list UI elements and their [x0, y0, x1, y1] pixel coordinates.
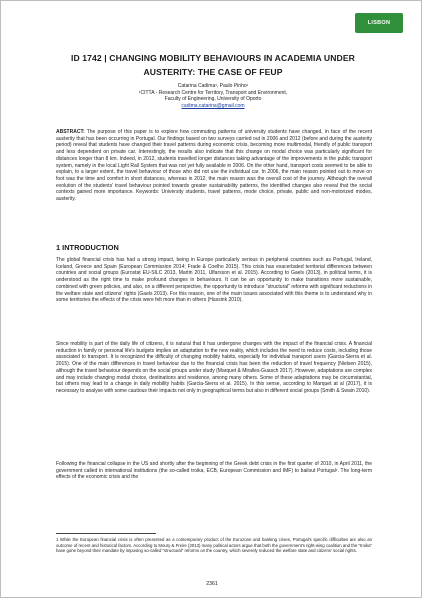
intro-paragraph-2: Since mobility is part of the daily life of citizens, it is natural that it has undergone changes with the impact of the financial crisis. A financial reduction in family or personal life's budgets implies an adaptation to the new reality, which includes the need to reduce costs, including those associated to transport. It is recognized the difficulty of changing mobility habits, especially for individual transport users (Garcia-Sierra et al. 2015). One of the main differences in travel behaviour due to the financial crisis has been the reduction of travel frequency (Nielsen 2015), although the travel behaviour depends on the social groups under study (Marquet & Miralles-Guasch 2017). However, adaptations are complex and may include changing modal choice, destinations and residence, among many others. Some of these adaptations may be circumstantial, but others may lead to a change in daily mobility habits (Garcia-Sierra et al. 2015). In this sense, according to Marquet at al (2017), it is necessary to analyse with some cautious their impacts not only in geographical terms but also in different social groups (Smith & Swain 2010). [56, 341, 373, 394]
author-names: Catarina Cadima¹, Paulo Pinho¹ [177, 83, 249, 89]
abstract-body: The purpose of this paper is to explore how commuting patterns of university students have changed, in face of the recent austerity that has been occurring in Portugal. Our findings based on two surveys carried out in 2006 and 2012 (before and during the austerity period) reveal that students have changed their travel patterns during economic crisis, becoming more multimodal, friendly of public transport and less dependent on private car. Interestingly, the results also indicate that this change on modal choice was particularly significant for distances longer than 8 km. Indeed, in 2012, students travelled longer distances taking advantage of the improvements in the public transport system, namely in the local Light Rail System that was not yet fully available in 2006. On the other hand, transport costs seemed to be able to explain, to a larger extent, the travel behaviour of those who did not use the individual car. In 2006, the main reason pointed out to move on foot was the time and comfort in short distances, whereas in 2012, the main reason was the overall cost of the journey. Although the overall evolution of the students' travel behaviour pointed towards greater sustainability patterns, the identified changes also reveal that the social contexts gained more importance. Keywords: University students, travel patterns, mode choice, private, public and non-motorized modes, austerity. [56, 129, 372, 203]
title-line-2: AUSTERITY: THE CASE OF FEUP [143, 67, 283, 77]
footnote-divider [56, 533, 156, 534]
author-email-link[interactable]: cadima.catarina@gmail.com [181, 102, 245, 109]
title-line-1: ID 1742 | CHANGING MOBILITY BEHAVIOURS IN ACADEMIA UNDER [71, 53, 355, 63]
paper-title [61, 51, 365, 79]
footnote: 1 While the European financial crisis is often presented as a contemporary product of the Eurozone and banking crises, Portugal's specific difficulties are also an outcome of recent and historical factors. According to Moury & Freire (2013) many political actors argue that both the government's right-wing coalition and the "troika" have gone beyond their mandate by imposing so-called "structural" reforms on the country, which severely reduced the welfare state and citizens' social rights. [56, 537, 372, 554]
abstract [56, 129, 372, 203]
logo-text: LISBON [367, 20, 391, 26]
abstract-label: ABSTRACT: [56, 129, 85, 135]
intro-paragraph-1: The global financial crisis has had a strong impact, being in Europe particularly serious in peripheral countries such as Portugal, Ireland, Iceland, Greece and Spain (European Commission 2014; Frade & Coelho 2015). This crisis has exacerbated territorial differences between countries and social groups (Eurostat EU-SILC 2013, Martin 2011, Ulfarsson et al. 2015). According to Gaels (2013), in political terms, it is understood as the right time to make profound changes in behaviours. It can be an opportunity to make transitions more sustainable, combined with green policies, and also, on a different perspective, the opportunity to introduce "structural" reforms with significant reductions in the welfare state and citizens' rights (Gaels 2013). For this reason, one of the main issues associated with this theme is to understand why in some territories the effects of the crisis were felt more than in others (Hassink 2010). [56, 257, 372, 304]
conference-logo [355, 13, 403, 33]
affiliation-line-1: ¹CITTA - Research Centre for Territory, Transport and Environment, [138, 89, 288, 96]
page-number: 2361 [206, 581, 218, 587]
affiliation-line-2: Faculty of Engineering, University of Oporto [164, 96, 262, 103]
author-block [61, 83, 365, 109]
intro-paragraph-3: Following the financial collapse in the US and shortly after the beginning of the Greek debt crisis in the first quarter of 2010, in April 2011, the government called in international institutions (the so-called troika, ECB, European Commission and IMF) to bailout Portugal¹. The long-term effects of the economic crisis and the [56, 461, 372, 481]
section-heading-introduction: 1 INTRODUCTION [56, 243, 119, 252]
